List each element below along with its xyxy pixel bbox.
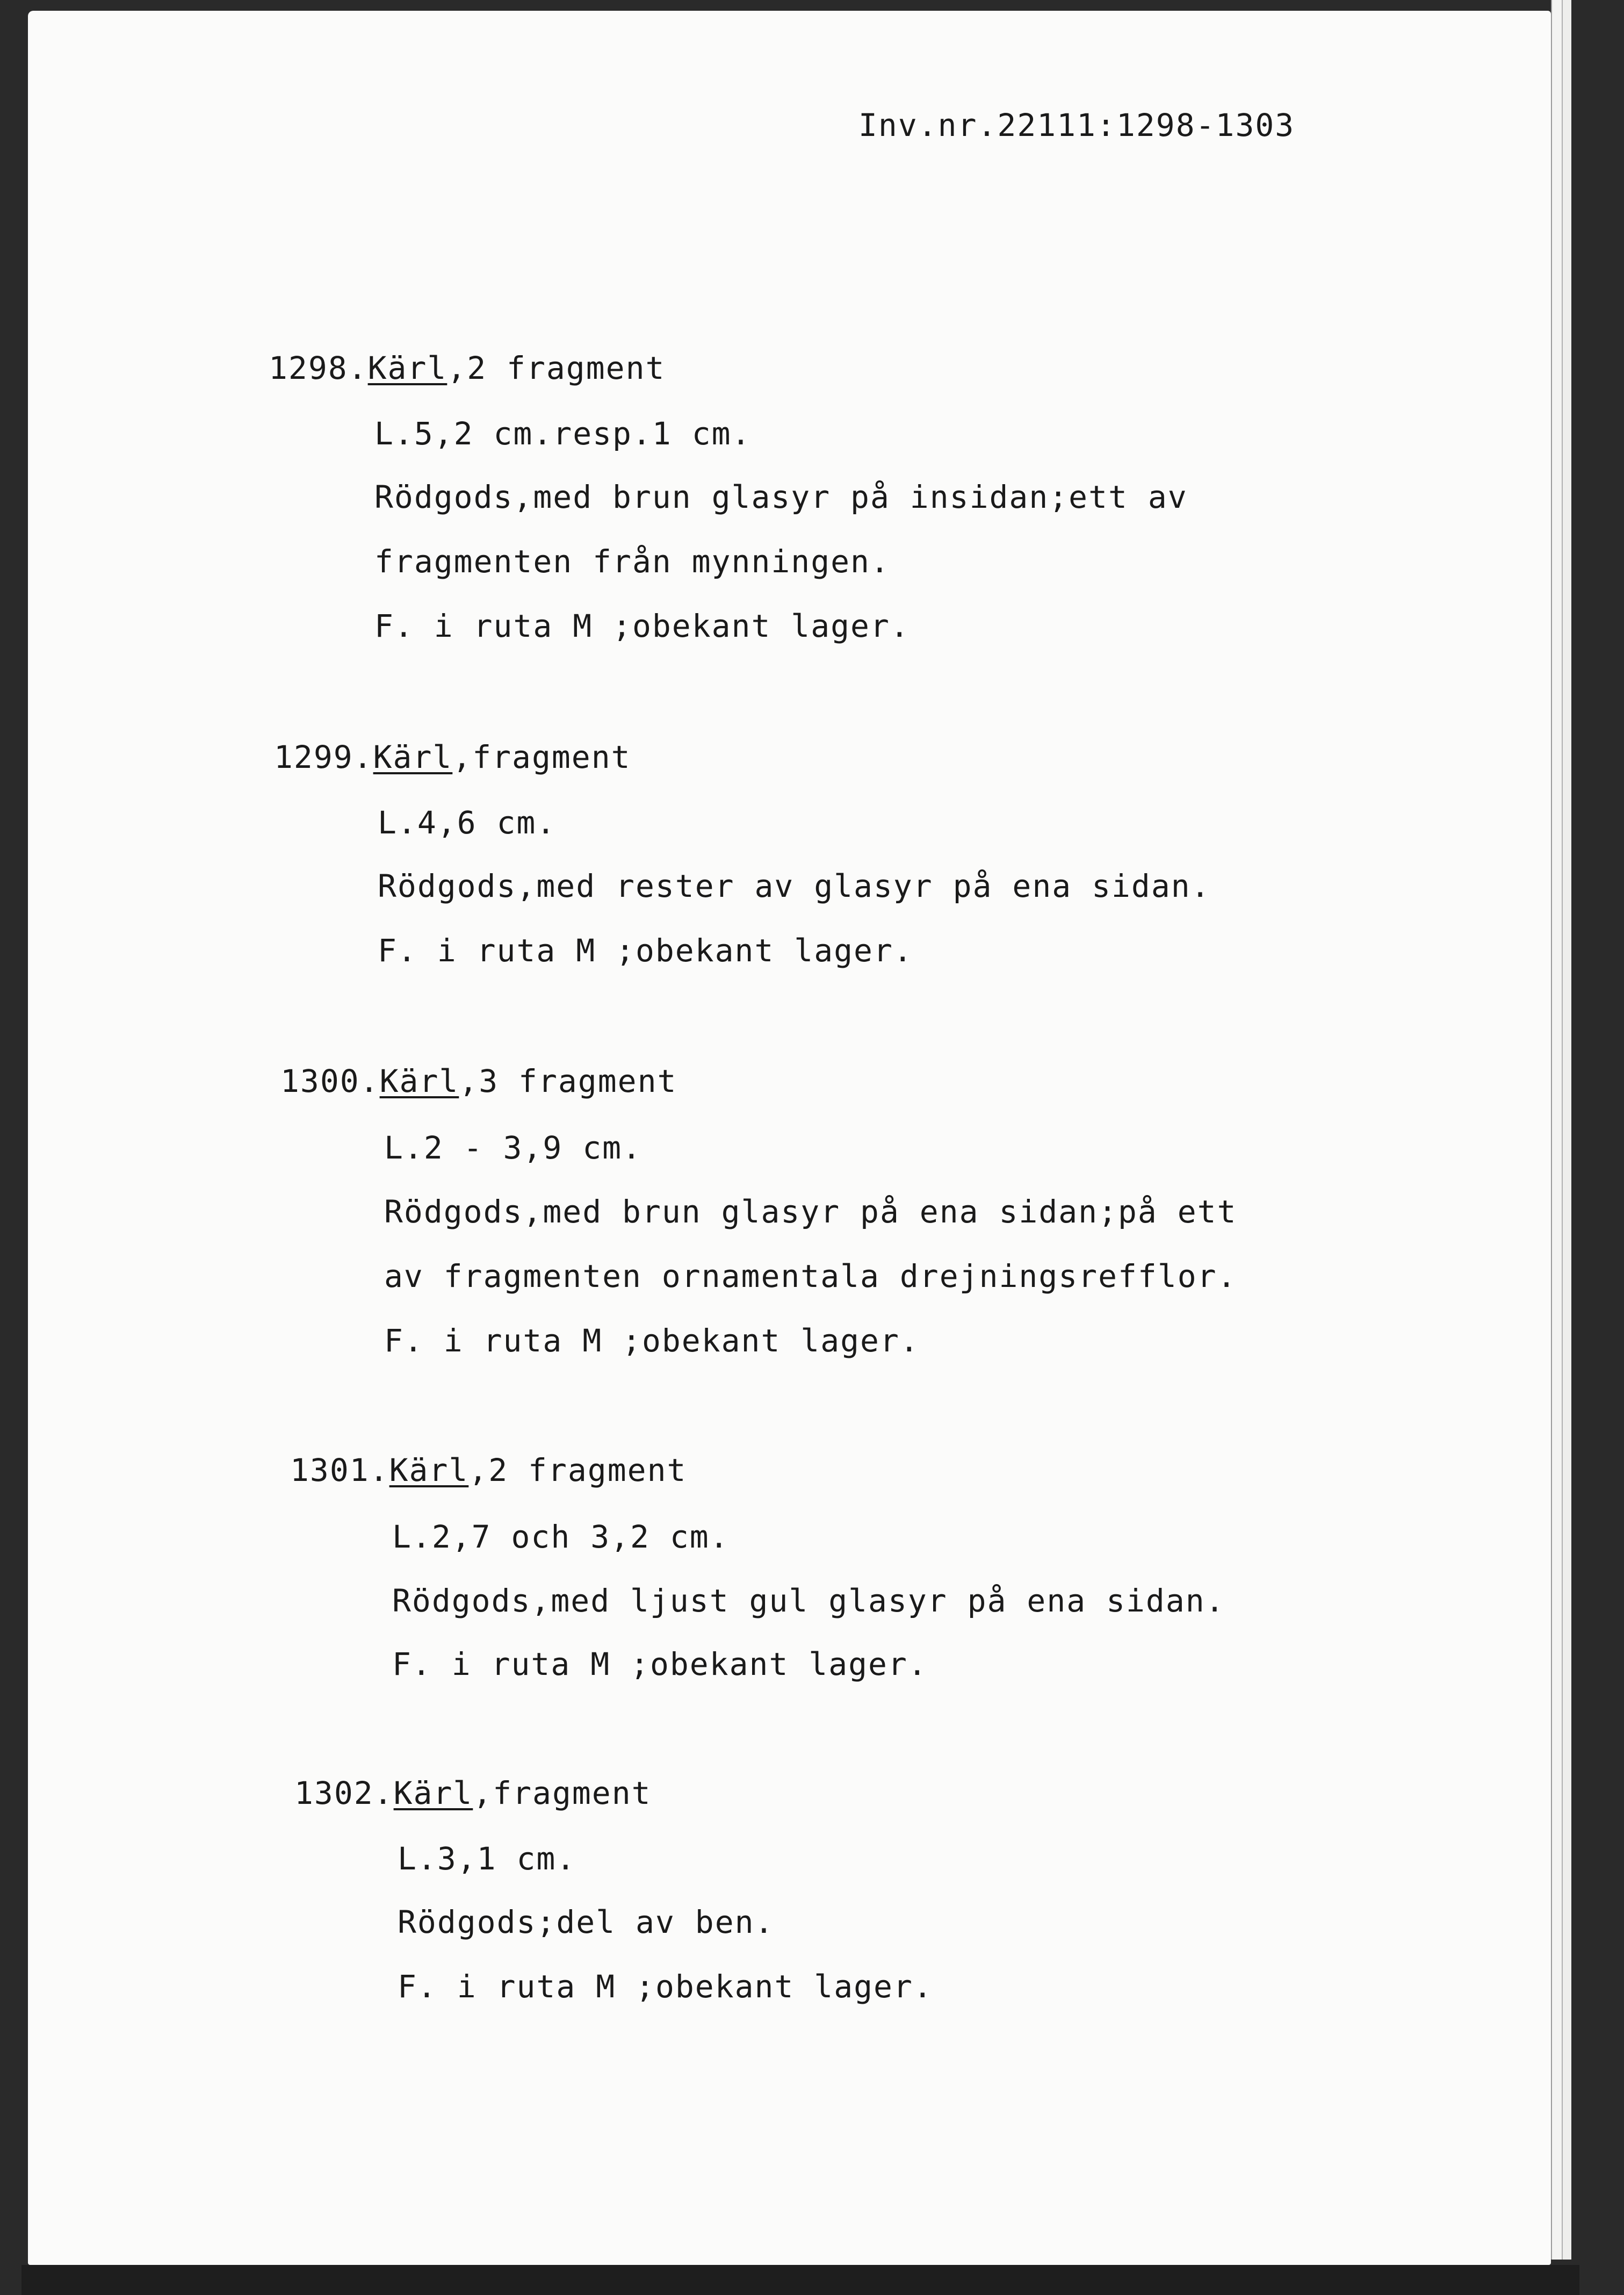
- paper-sheet: [28, 11, 1551, 2265]
- entry-line: Rödgods,med ljust gul glasyr på ena sidan.: [392, 1582, 1225, 1619]
- entry-object: Kärl: [389, 1452, 469, 1488]
- entry-line: L.2,7 och 3,2 cm.: [392, 1519, 730, 1555]
- entry-heading: [280, 1063, 677, 1099]
- entry-line: L.4,6 cm.: [378, 804, 557, 841]
- page-edge: [1562, 0, 1572, 2260]
- entry-line: F. i ruta M ;obekant lager.: [374, 608, 910, 644]
- entry-count: ,2 fragment: [447, 350, 666, 386]
- entry-number: 1302.: [294, 1775, 394, 1811]
- page-edge: [1551, 0, 1563, 2260]
- entry-line: L.5,2 cm.resp.1 cm.: [374, 415, 752, 452]
- entry-heading: [269, 352, 665, 384]
- entry-heading: [274, 739, 631, 775]
- entry-line: L.2 - 3,9 cm.: [384, 1129, 642, 1166]
- entry-line: av fragmenten ornamentala drejningsrefflor.: [384, 1258, 1237, 1294]
- entry-line: Rödgods,med brun glasyr på insidan;ett av: [374, 479, 1188, 515]
- entry-count: ,fragment: [452, 739, 631, 775]
- scan-shadow: [21, 2265, 1579, 2295]
- entry-line: F. i ruta M ;obekant lager.: [378, 932, 913, 969]
- entry-heading: [290, 1452, 687, 1488]
- entry-line: F. i ruta M ;obekant lager.: [398, 1968, 933, 2005]
- entry-object: Kärl: [393, 1775, 473, 1811]
- entry-count: ,fragment: [473, 1775, 652, 1811]
- entry-object: Kärl: [367, 350, 447, 386]
- entry-count: ,2 fragment: [468, 1452, 687, 1488]
- scan-background: [1571, 0, 1624, 2260]
- entry-object: Kärl: [379, 1063, 459, 1099]
- entry-number: 1300.: [280, 1063, 380, 1099]
- entry-object: Kärl: [373, 739, 453, 775]
- entry-number: 1298.: [269, 350, 368, 386]
- entry-line: Rödgods,med brun glasyr på ena sidan;på ett: [384, 1193, 1237, 1230]
- entry-line: F. i ruta M ;obekant lager.: [392, 1646, 928, 1682]
- entry-line: L.3,1 cm.: [398, 1840, 576, 1877]
- entry-line: Rödgods;del av ben.: [398, 1904, 775, 1940]
- entry-number: 1299.: [274, 739, 373, 775]
- entry-line: Rödgods,med rester av glasyr på ena sidan.: [378, 868, 1211, 904]
- entry-line: fragmenten från mynningen.: [374, 543, 890, 580]
- entry-heading: [294, 1775, 652, 1811]
- entry-number: 1301.: [290, 1452, 389, 1488]
- inventory-number: Inv.nr.22111:1298-1303: [858, 107, 1295, 143]
- entry-line: F. i ruta M ;obekant lager.: [384, 1322, 920, 1359]
- entry-count: ,3 fragment: [459, 1063, 677, 1099]
